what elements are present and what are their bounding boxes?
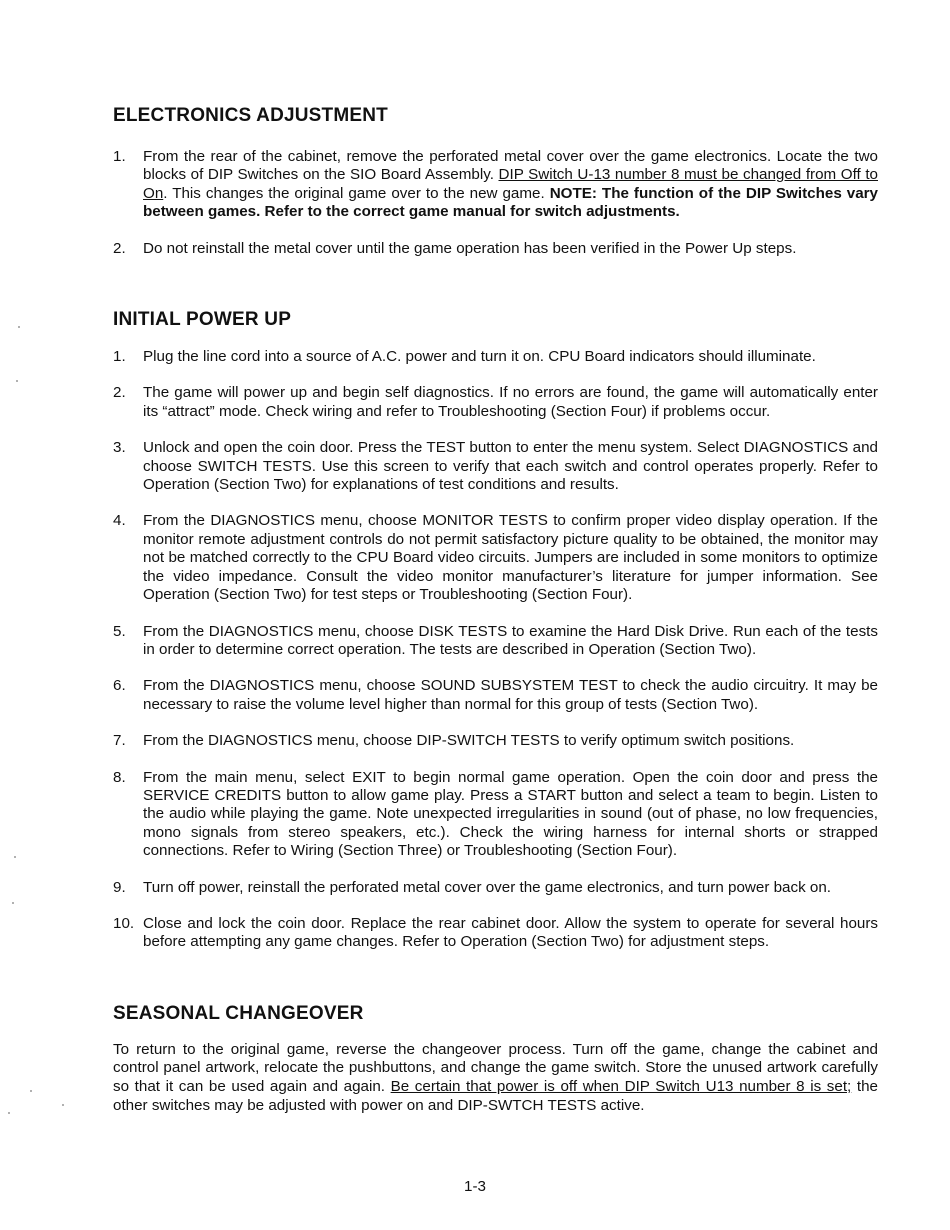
item-text: From the DIAGNOSTICS menu, choose SOUND SUBSYSTEM TEST to check the audio circuitry. It may be necessary to raise the volume level higher than normal for this group of tests (Section Two).: [143, 677, 878, 713]
item-number: 1.: [113, 348, 126, 366]
list-item: [113, 348, 878, 366]
item-text: From the DIAGNOSTICS menu, choose MONITOR TESTS to confirm proper video display operation. If the monitor remote adjustment controls do not permit satisfactory picture quality to be obtained, the monitor may not be matched correctly to the CPU Board video circuits. Jumpers are included in some monitors to optimize the video impedance. Consult the video monitor manufacturer’s literature for jumper information. See Operation (Section Two) for test steps or Troubleshooting (Section Four).: [143, 512, 878, 604]
list-item: [113, 623, 878, 660]
list-item: [113, 240, 878, 258]
section-title: SEASONAL CHANGEOVER: [113, 1002, 364, 1024]
list-item: [113, 769, 878, 861]
scan-speck: [12, 902, 14, 904]
scan-speck: [14, 856, 16, 858]
item-text: The game will power up and begin self diagnostics. If no errors are found, the game will automatically enter its “attract” mode. Check wiring and refer to Troubleshooting (Section Four) if problems occur.: [143, 384, 878, 420]
scan-speck: [16, 380, 18, 382]
paragraph-text: the other switches may be adjusted with power on and DIP-SWTCH TESTS active.: [113, 1077, 879, 1114]
manual-page: [113, 100, 878, 1115]
electronics-adjustment-section: [113, 104, 878, 258]
section-title: INITIAL POWER UP: [113, 309, 292, 331]
item-number: 2.: [113, 384, 126, 402]
item-text: . This changes the original game over to the new game.: [163, 184, 550, 202]
scan-speck: [8, 1112, 10, 1114]
item-text: From the DIAGNOSTICS menu, choose DISK TESTS to examine the Hard Disk Drive. Run each of the tests in order to determine correct operation. The tests are described in Operation (Section Two).: [143, 622, 878, 658]
item-number: 4.: [113, 512, 126, 530]
item-bold-note: NOTE: The function of the DIP Switches vary between games. Refer to the correct game manual for switch adjustments.: [143, 184, 879, 221]
item-number: 7.: [113, 732, 126, 750]
page-number: 1-3: [464, 1178, 486, 1195]
list-item: [113, 384, 878, 421]
initial-power-up-section: [113, 308, 878, 952]
item-underlined-text: DIP Switch U-13 number 8 must be changed from Off to On: [143, 166, 878, 202]
seasonal-changeover-section: [113, 1002, 878, 1115]
list-item: [113, 732, 878, 750]
list-item: [113, 439, 878, 494]
list-item: [113, 879, 878, 897]
item-text: Plug the line cord into a source of A.C. power and turn it on. CPU Board indicators should illuminate.: [143, 348, 816, 366]
item-number: 6.: [113, 677, 126, 695]
item-text: From the main menu, select EXIT to begin normal game operation. Open the coin door and press the SERVICE CREDITS button to allow game play. Press a START button and select a team to begin. Listen to the audio while playing the game. Note unexpected irregularities in sound (out of phase, no low frequencies, mono signals from stereo speakers, etc.). Check the wiring harness for internal shorts or strapped connections. Refer to Wiring (Section Three) or Troubleshooting (Section Four).: [143, 768, 878, 860]
list-item: [113, 148, 878, 222]
item-number: 1.: [113, 148, 126, 165]
item-text: From the DIAGNOSTICS menu, choose DIP-SWITCH TESTS to verify optimum switch positions.: [143, 732, 795, 750]
item-number: 3.: [113, 439, 126, 457]
scan-speck: [18, 326, 20, 328]
section-title: ELECTRONICS ADJUSTMENT: [113, 105, 388, 126]
scan-speck: [62, 1104, 64, 1106]
item-text: Turn off power, reinstall the perforated metal cover over the game electronics, and turn power back on.: [143, 878, 832, 896]
electronics-steps: [113, 148, 878, 258]
item-text: From the rear of the cabinet, remove the perforated metal cover over the game electronics. Locate the two blocks of DIP Switches on the SIO Board Assembly.: [143, 148, 878, 184]
seasonal-paragraph: [113, 1041, 878, 1115]
paragraph-underlined-text: Be certain that power is off when DIP Switch U13 number 8 is set;: [390, 1077, 852, 1095]
list-item: [113, 677, 878, 714]
item-number: 5.: [113, 622, 126, 640]
item-number: 8.: [113, 768, 126, 786]
list-item: [113, 915, 878, 952]
item-number: 10.: [113, 914, 135, 932]
item-number: 2.: [113, 239, 126, 257]
item-text: Do not reinstall the metal cover until the game operation has been verified in the Power Up steps.: [143, 239, 797, 257]
power-up-steps: [113, 348, 878, 952]
paragraph-text: To return to the original game, reverse the changeover process. Turn off the game, change the cabinet and control panel artwork, relocate the pushbuttons, and change the game switch. Store the unused artwork carefully so that it can be used again and again.: [113, 1040, 878, 1095]
scan-speck: [30, 1090, 32, 1092]
list-item: [113, 512, 878, 604]
item-text: Unlock and open the coin door. Press the TEST button to enter the menu system. Select DIAGNOSTICS and choose SWITCH TESTS. Use this screen to verify that each switch and control operates properly. Refer to Operation (Section Two) for explanations of test conditions and results.: [143, 439, 878, 494]
item-text: Close and lock the coin door. Replace the rear cabinet door. Allow the system to operate for several hours before attempting any game changes. Refer to Operation (Section Two) for adjustment steps.: [143, 914, 878, 951]
item-number: 9.: [113, 878, 126, 896]
